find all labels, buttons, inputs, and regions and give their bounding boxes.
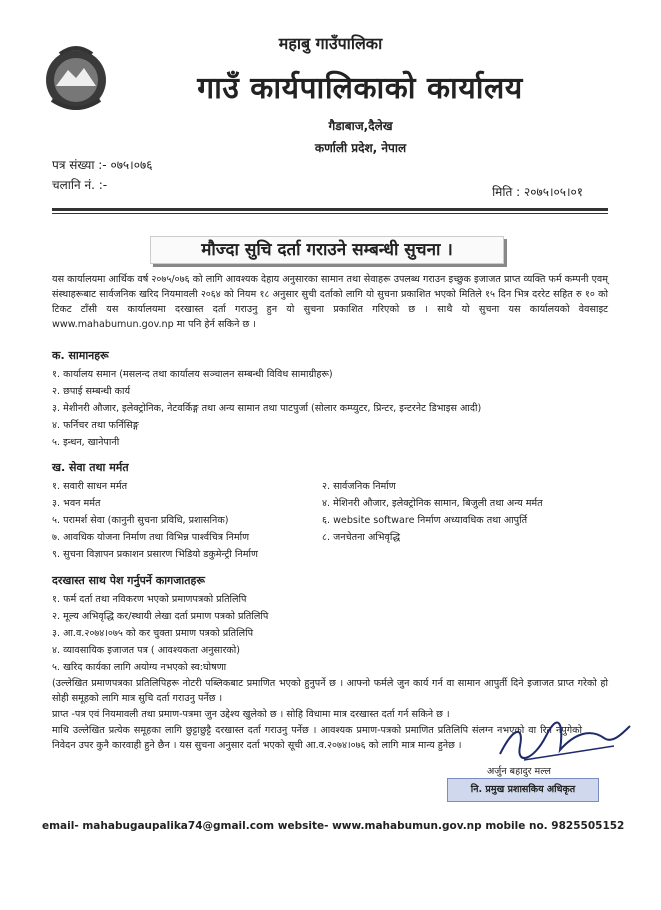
list-item: २. मूल्य अभिवृद्धि कर/स्थायी लेखा दर्ता प्रमाण पत्रको प्रतिलिपि <box>52 611 269 622</box>
closing-paragraph-3: माथि उल्लेखित प्रत्येक समूहका लागि छुट्टाछुट्टै दरखास्त दर्ता गराउनु पर्नेछ । आवश्यक प्रमाण-पत्रको प्रमाणित प्रतिलिपि संलग्न नभएको वा रित नपुगेको निवेदन उपर कुनै कारवाही हुने छैन । यस सुचना अनुसार दर्ता भएको सूची आ.व.२०७४।०७६ को लागि मात्र मान्य हुनेछ । <box>52 725 582 751</box>
list-item: १. फर्म दर्ता तथा नविकरण भएको प्रमाणपत्रको प्रतिलिपि <box>52 594 247 605</box>
reference-number: पत्र संख्या :- ०७५।०७६ <box>52 158 153 172</box>
list-item: ९. सुचना विज्ञापन प्रकाशन प्रसारण भिडियो डकुमेन्ट्री निर्माण <box>52 549 258 560</box>
signature-icon <box>494 716 634 766</box>
section-b-title: ख. सेवा तथा मर्मत <box>52 461 129 474</box>
notice-title: मौज्दा सुचि दर्ता गराउने सम्बन्धी सुचना । <box>150 236 504 264</box>
list-item: ४. फर्निचर तथा फर्निसिङ्ग <box>52 420 139 431</box>
closing-paragraph-2: प्राप्त -पत्र एवं नियमावली तथा प्रमाण-पत्रमा जुन उद्देश्य खुलेको छ । सोहि विधामा मात्र दरखास्त दर्ता गर्न सकिने छ । <box>52 709 450 720</box>
dispatch-number: चलानि नं. :- <box>52 178 108 192</box>
letter-date: मिति : २०७५।०५।०१ <box>492 185 583 199</box>
address-line-1: गैडाबाज,दैलेख <box>328 119 393 133</box>
list-item: २. सार्वजनिक निर्माण <box>322 481 396 492</box>
section-a-title: क. सामानहरू <box>52 349 109 362</box>
list-item: १. सवारी साधन मर्मत <box>52 481 128 492</box>
section-c-title: दरखास्त साथ पेश गर्नुपर्ने कागजातहरू <box>52 574 205 587</box>
list-item: ८. जनचेतना अभिवृद्धि <box>322 532 400 543</box>
contact-footer: email- mahabugaupalika74@gmail.com website- www.mahabumun.gov.np mobile no. 9825505152 <box>42 820 625 832</box>
list-item: ६. website software निर्माण अध्यावधिक तथा आपुर्ति <box>322 515 528 526</box>
list-item: ५. खरिद कार्यका लागि अयोग्य नभएको स्व:घोषणा <box>52 662 227 673</box>
municipality-name: महाबु गाउँपालिका <box>278 34 383 53</box>
office-title: गाउँ कार्यपालिकाको कार्यालय <box>197 71 523 106</box>
list-item: ४. व्यावसायिक इजाजत पत्र ( आवश्यकता अनुसारको) <box>52 645 241 656</box>
list-item: ३. मेशीनरी औजार, इलेक्ट्रोनिक, नेटवर्किङ्ग तथा अन्य सामान तथा पाटपुर्जा (सोलार कम्प्युटर, प्रिन्टर, इन्टरनेट डिभाइस आदी) <box>52 403 482 414</box>
closing-paragraph-1: (उल्लेखित प्रमाणपत्रका प्रतिलिपिहरू नोटरी पब्लिकबाट प्रमाणित भएको हुनुपर्ने छ । आफ्नो फर्मले जुन कार्य गर्न वा सामान आपुर्ती दिने इजाजत प्राप्त गरेको हो सोही समूहको लागि मात्र सुचि दर्ता गराउनु पर्नेछ । <box>52 678 608 704</box>
intro-paragraph: यस कार्यालयमा आर्थिक वर्ष २०७५/०७६ को लागि आवश्यक देहाय अनुसारका सामान तथा सेवाहरू उपलब्ध गराउन इच्छुक इजाजत प्राप्त व्यक्ति फर्म कम्पनी एवम् संस्थाहरूबाट सार्वजनिक खरिद नियमावली २०६४ को नियम १८ अनुसार सुची दर्ताको लागि यो सुचना प्रकाशित भएको मितिले १५ दिन भित्र दररेट सहित रु १० को टिकट टाँसी यस कार्यालयमा दरखास्त दर्ता गराउनु हुन यो सुचना प्रकाशित गरिएको छ । साथै यो सुचना यस कार्यालयको वेवसाइट www.mahabumun.gov.np मा पनि हेर्न सकिने छ । <box>52 274 608 330</box>
header-divider-thin <box>52 213 608 214</box>
signatory-title-stamp: नि. प्रमुख प्रशासकिय अधिकृत <box>447 778 599 802</box>
list-item: १. कार्यालय समान (मसलन्द तथा कार्यालय सञ्चालन सम्बन्धी विविध सामाग्रीहरू) <box>52 369 333 380</box>
list-item: ७. आवधिक योजना निर्माण तथा विभिन्न पार्श्वचित्र निर्माण <box>52 532 250 543</box>
header-divider <box>52 208 608 211</box>
list-item: ३. आ.व.२०७४।०७५ को कर चुक्ता प्रमाण पत्रको प्रतिलिपि <box>52 628 254 639</box>
signatory-name: अर्जुन बहादुर मल्ल <box>487 766 551 777</box>
list-item: ३. भवन मर्मत <box>52 498 101 509</box>
list-item: २. छपाई सम्बन्धी कार्य <box>52 386 131 397</box>
list-item: ५. परामर्श सेवा (कानुनी सुचना प्रविधि, प्रशासनिक) <box>52 515 229 526</box>
list-item: ५. इन्धन, खानेपानी <box>52 437 120 448</box>
address-line-2: कर्णाली प्रदेश, नेपाल <box>314 141 407 155</box>
list-item: ४. मेशिनरी औजार, इलेक्ट्रोनिक सामान, बिजुली तथा अन्य मर्मत <box>322 498 543 509</box>
